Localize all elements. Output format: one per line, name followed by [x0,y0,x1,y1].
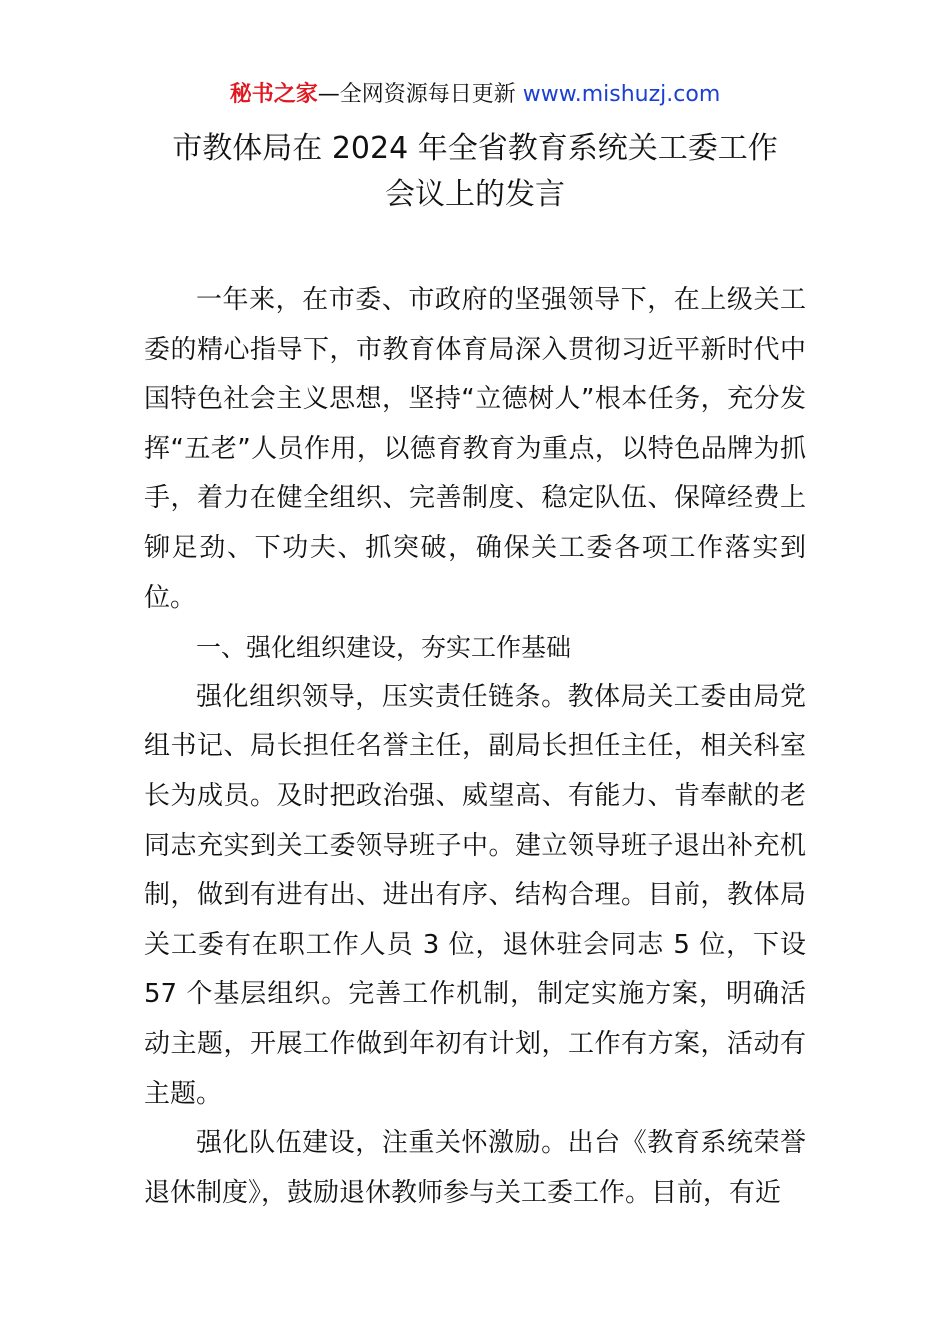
paragraph-team-building: 强化队伍建设，注重关怀激励。出台《教育系统荣誉退休制度》，鼓励退休教师参与关工委工作。目前，有近 [144,1128,806,1208]
document-body [144,276,806,1218]
title-line-1: 市教体局在 2024 年全省教育系统关工委工作 [172,131,778,166]
title-line-2: 会议上的发言 [385,177,565,212]
site-header [0,80,950,110]
section-heading-1: 一、强化组织建设，夯实工作基础 [196,633,572,663]
document-title [100,126,850,218]
paragraph-organization: 强化组织领导，压实责任链条。教体局关工委由局党组书记、局长担任名誉主任，副局长担任主任，相关科室长为成员。及时把政治强、威望高、有能力、肯奉献的老同志充实到关工委领导班子中。建立领导班子退出补充机制，做到有进有出、进出有序、结构合理。目前，教体局关工委有在职工作人员 3 位，退休驻会同志 5 位，下设 57 个基层组织。完善工作机制，制定实施方案，明确活动主题，开展工作做到年初有计划，工作有方案，活动有主题。 [144,681,806,1109]
site-name: 秘书之家 [229,82,318,107]
site-slogan: —全网资源每日更新 [317,82,523,107]
site-url-link[interactable]: www.mishuzj.com [522,82,721,107]
paragraph-intro: 一年来，在市委、市政府的坚强领导下，在上级关工委的精心指导下，市教育体育局深入贯彻习近平新时代中国特色社会主义思想，坚持“立德树人”根本任务，充分发挥“五老”人员作用，以德育教育为重点，以特色品牌为抓手，着力在健全组织、完善制度、稳定队伍、保障经费上铆足劲、下功夫、抓突破，确保关工委各项工作落实到位。 [144,285,806,613]
